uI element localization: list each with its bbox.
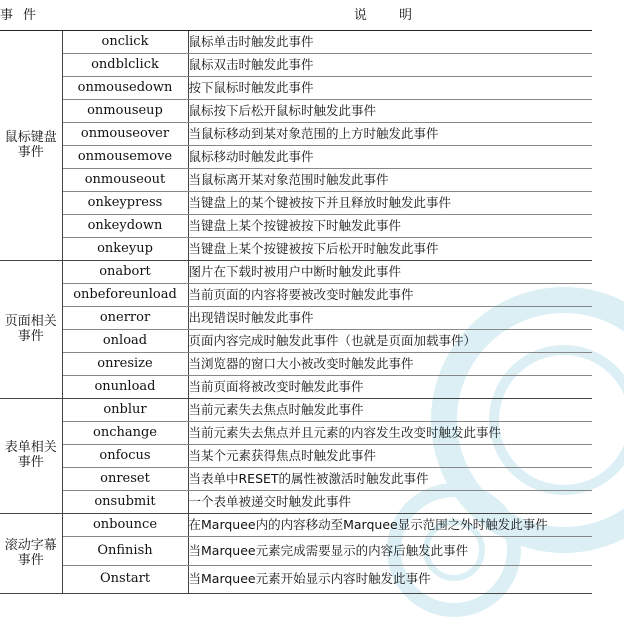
- event-description-cell: 当键盘上的某个键被按下并且释放时触发此事件: [188, 192, 592, 215]
- table-row: [0, 537, 592, 566]
- category-cell: [0, 261, 62, 399]
- table-row: [0, 353, 592, 376]
- event-name-cell: Onstart: [62, 566, 188, 594]
- event-description-cell: 当Marquee元素开始显示内容时触发此事件: [188, 566, 592, 594]
- table-row: [0, 514, 592, 537]
- event-description-cell: 当前元素失去焦点并且元素的内容发生改变时触发此事件: [188, 422, 592, 445]
- event-name-cell: onabort: [62, 261, 188, 284]
- event-name-cell: onresize: [62, 353, 188, 376]
- event-name-cell: onerror: [62, 307, 188, 330]
- table-row: [0, 146, 592, 169]
- category-cell: [0, 399, 62, 514]
- events-table: [0, 2, 592, 594]
- table-row: [0, 330, 592, 353]
- table-row: [0, 376, 592, 399]
- category-label-line: 事件: [17, 552, 44, 568]
- event-description-cell: 当某个元素获得焦点时触发此事件: [188, 445, 592, 468]
- event-name-cell: onkeypress: [62, 192, 188, 215]
- table-row: [0, 284, 592, 307]
- event-name-cell: onmouseout: [62, 169, 188, 192]
- header-event: [0, 2, 188, 31]
- event-name-cell: onsubmit: [62, 491, 188, 514]
- event-description-cell: 鼠标单击时触发此事件: [188, 31, 592, 54]
- event-description-cell: 当鼠标移动到某对象范围的上方时触发此事件: [188, 123, 592, 146]
- event-name-cell: onbeforeunload: [62, 284, 188, 307]
- header-description: 说 明: [188, 2, 592, 31]
- category-label-line: 滚动字幕: [4, 537, 57, 553]
- event-description-cell: 当键盘上某个按键被按下时触发此事件: [188, 215, 592, 238]
- event-name-cell: onfocus: [62, 445, 188, 468]
- event-description-cell: 出现错误时触发此事件: [188, 307, 592, 330]
- event-description-cell: 鼠标移动时触发此事件: [188, 146, 592, 169]
- table-row: [0, 169, 592, 192]
- category-label-line: 页面相关: [4, 313, 57, 329]
- event-description-cell: 当前页面的内容将要被改变时触发此事件: [188, 284, 592, 307]
- table-row: [0, 566, 592, 594]
- table-header-row: [0, 2, 592, 31]
- event-description-cell: 当前元素失去焦点时触发此事件: [188, 399, 592, 422]
- event-name-cell: onmouseover: [62, 123, 188, 146]
- table-row: [0, 54, 592, 77]
- table-row: [0, 399, 592, 422]
- header-event-char2: 件: [23, 7, 47, 23]
- event-description-cell: 页面内容完成时触发此事件（也就是页面加载事件）: [188, 330, 592, 353]
- event-name-cell: onchange: [62, 422, 188, 445]
- event-name-cell: onbounce: [62, 514, 188, 537]
- event-name-cell: onreset: [62, 468, 188, 491]
- table-row: [0, 307, 592, 330]
- event-description-cell: 当鼠标离开某对象范围时触发此事件: [188, 169, 592, 192]
- table-row: [0, 31, 592, 54]
- event-name-cell: Onfinish: [62, 537, 188, 566]
- event-name-cell: onmousedown: [62, 77, 188, 100]
- event-description-cell: 图片在下载时被用户中断时触发此事件: [188, 261, 592, 284]
- event-description-cell: 当表单中RESET的属性被激活时触发此事件: [188, 468, 592, 491]
- table-row: [0, 422, 592, 445]
- events-table-body: [0, 31, 592, 594]
- category-cell: [0, 514, 62, 594]
- table-row: [0, 215, 592, 238]
- table-row: [0, 445, 592, 468]
- category-label-line: 鼠标键盘: [4, 129, 57, 145]
- table-row: [0, 192, 592, 215]
- event-description-cell: 当前页面将被改变时触发此事件: [188, 376, 592, 399]
- event-name-cell: onmouseup: [62, 100, 188, 123]
- event-name-cell: onmousemove: [62, 146, 188, 169]
- event-name-cell: onblur: [62, 399, 188, 422]
- event-description-cell: 一个表单被递交时触发此事件: [188, 491, 592, 514]
- table-row: [0, 468, 592, 491]
- table-row: [0, 100, 592, 123]
- table-row: [0, 77, 592, 100]
- event-description-cell: 鼠标双击时触发此事件: [188, 54, 592, 77]
- event-description-cell: 当Marquee元素完成需要显示的内容后触发此事件: [188, 537, 592, 566]
- table-row: [0, 123, 592, 146]
- event-description-cell: 在Marquee内的内容移动至Marquee显示范围之外时触发此事件: [188, 514, 592, 537]
- table-row: [0, 491, 592, 514]
- event-name-cell: onclick: [62, 31, 188, 54]
- event-description-cell: 按下鼠标时触发此事件: [188, 77, 592, 100]
- category-cell: [0, 31, 62, 261]
- event-name-cell: onkeydown: [62, 215, 188, 238]
- event-description-cell: 当浏览器的窗口大小被改变时触发此事件: [188, 353, 592, 376]
- category-label-line: 事件: [17, 144, 44, 160]
- event-name-cell: onunload: [62, 376, 188, 399]
- event-description-cell: 鼠标按下后松开鼠标时触发此事件: [188, 100, 592, 123]
- event-name-cell: onkeyup: [62, 238, 188, 261]
- event-description-cell: 当键盘上某个按键被按下后松开时触发此事件: [188, 238, 592, 261]
- event-name-cell: onload: [62, 330, 188, 353]
- category-label-line: 事件: [17, 455, 44, 470]
- table-row: [0, 238, 592, 261]
- event-name-cell: ondblclick: [62, 54, 188, 77]
- category-label-line: 表单相关: [4, 440, 57, 456]
- table-row: [0, 261, 592, 284]
- category-label-line: 事件: [17, 328, 44, 344]
- header-event-char1: 事: [0, 7, 24, 23]
